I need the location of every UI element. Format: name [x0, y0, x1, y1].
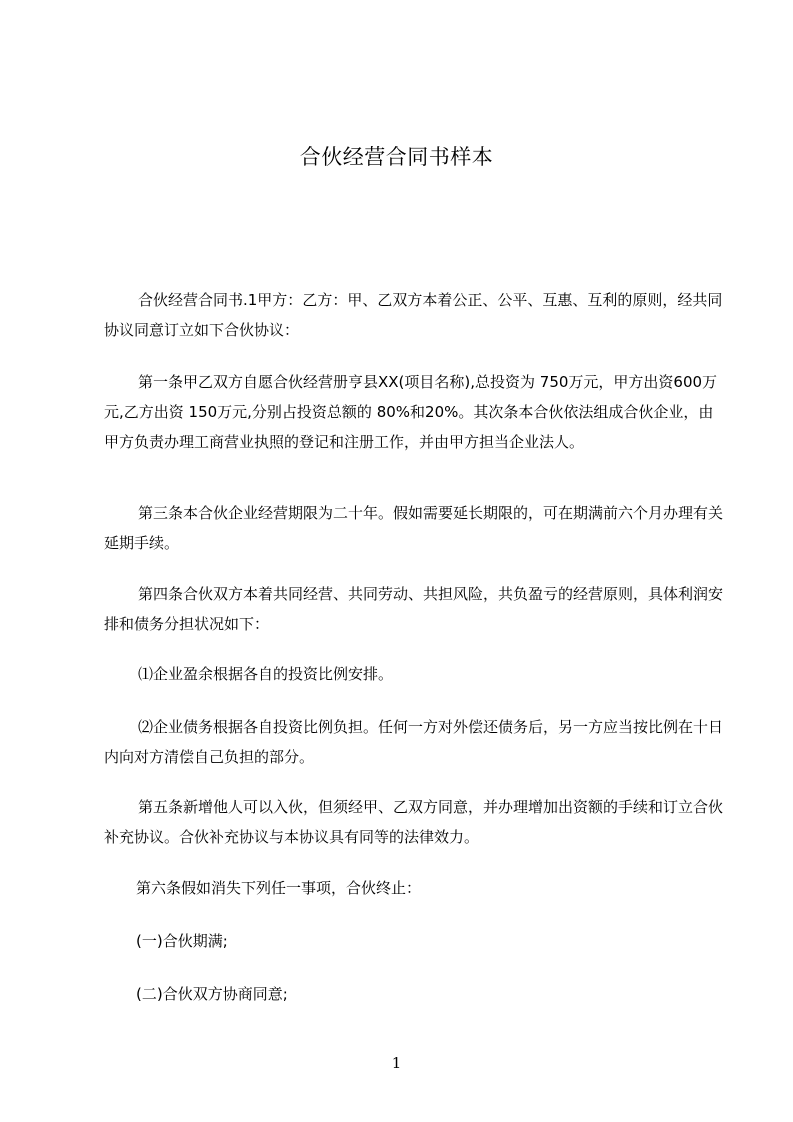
paragraph-item-2: ⑵企业债务根据各自投资比例负担。任何一方对外偿还债务后，另一方应当按比例在十日内向对方清偿自己负担的部分。 [104, 718, 724, 766]
paragraph-article-6: 第六条假如消失下列任一事项，合伙终止： [136, 879, 422, 897]
paragraph-intro: 合伙经营合同书.1甲方：乙方：甲、乙双方本着公正、公平、互惠、互利的原则，经共同协议同意订立如下合伙协议： [104, 291, 723, 339]
paragraph-clause-2: (二)合伙双方协商同意; [136, 985, 288, 1003]
page-number: 1 [391, 1054, 402, 1072]
document-title: 合伙经营合同书样本 [299, 145, 494, 169]
paragraph-article-3: 第三条本合伙企业经营期限为二十年。假如需要延长期限的，可在期满前六个月办理有关延期手续。 [104, 504, 724, 552]
paragraph-clause-1: (一)合伙期满; [136, 932, 228, 950]
paragraph-article-4: 第四条合伙双方本着共同经营、共同劳动、共担风险，共负盈亏的经营原则，具体利润安排和债务分担状况如下： [104, 585, 724, 633]
paragraph-article-1: 第一条甲乙双方自愿合伙经营册亨县XX(项目名称),总投资为 750万元，甲方出资600万元,乙方出资 150万元,分别占投资总额的 80%和20%。其次条本合伙依法组成合伙企业，由甲方负责办理工商营业执照的登记和注册工作，并由甲方担当企业法人。 [104, 373, 718, 451]
paragraph-item-1: ⑴企业盈余根据各自的投资比例安排。 [138, 665, 394, 683]
paragraph-article-5: 第五条新增他人可以入伙，但须经甲、乙双方同意，并办理增加出资额的手续和订立合伙补充协议。合伙补充协议与本协议具有同等的法律效力。 [104, 798, 724, 846]
